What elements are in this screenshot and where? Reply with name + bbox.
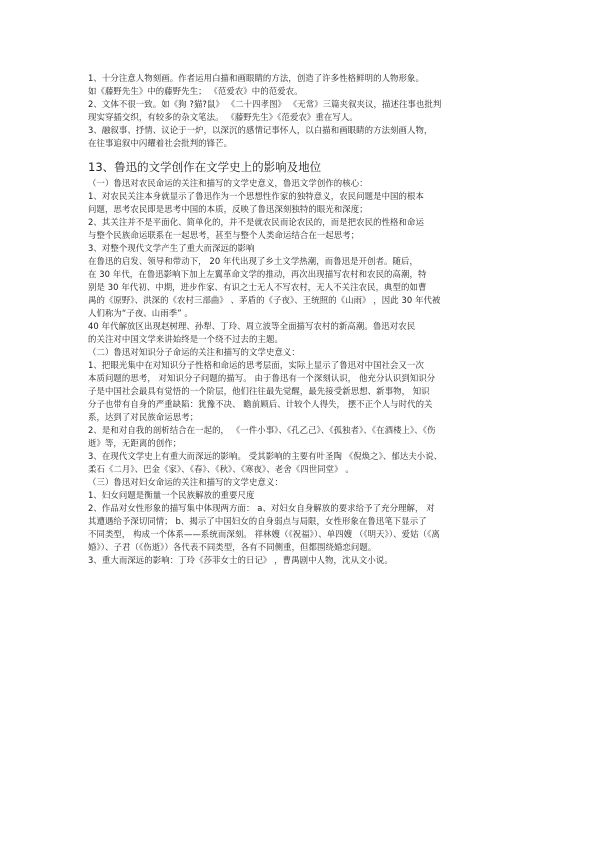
section-13 xyxy=(88,160,530,567)
text-line: 柔石《二月》、巴金《家》、《春》、《秋》、《寒夜》、老舍《四世同堂》 。 xyxy=(88,464,354,474)
text-line: 1、十分注意人物刻画。作者运用白描和画眼睛的方法，创造了许多性格鲜明的人物形象。 xyxy=(88,73,424,83)
text-line: 1、妇女问题是衡量一个民族解放的重要尺度 xyxy=(88,490,255,500)
text-line: 逝》等，无距离的创作； xyxy=(88,438,182,448)
text-line: 如《藤野先生》中的藤野先生； 《范爱农》中的范爱农。 xyxy=(88,86,303,96)
text-line: 在鲁迅的启发、领导和带动下， 20 年代出现了乡土文学热潮，而鲁迅是开创者。随后， xyxy=(88,256,418,266)
section-heading: 13、鲁迅的文学创作在文学史上的影响及地位 xyxy=(88,160,322,174)
text-line: 3、融叙事、抒情、议论于一炉，以深沉的感情记事怀人，以白描和画眼睛的方法刻画人物， xyxy=(88,125,433,135)
text-line: 在 30 年代，在鲁迅影响下加上左翼革命文学的推动，再次出现描写农村和农民的高潮，特 xyxy=(88,269,427,279)
text-line: 人们称为“子夜、山雨季” 。 xyxy=(88,308,193,318)
text-line: （三）鲁迅对妇女命运的关注和描写的文学史意义： xyxy=(88,477,283,487)
text-line: 的关注对中国文学来讲始终是一个绕不过去的主题。 xyxy=(88,334,283,344)
text-line: 2、文体不很一致。如《狗 ?猫?鼠》 《二十四孝图》 《无常》三篇夹叙夹议，描述往事也批判 xyxy=(88,99,442,109)
text-line: （一）鲁迅对农民命运的关注和描写的文学史意义，鲁迅文学创作的核心： xyxy=(88,178,368,188)
text-line: （二）鲁迅对知识分子命运的关注和描写的文学史意义： xyxy=(88,347,300,357)
text-line: 分子也带有自身的严重缺陷：犹豫不决、 瞻前顾后、计较个人得失， 摆不正个人与时代的关 xyxy=(88,399,433,409)
text-line: 现实穿插交织，有较多的杂文笔法。 《藤野先生》《范爱农》重在写人。 xyxy=(88,112,358,122)
text-line: 其遭遇给予深切同情； b、揭示了中国妇女的自身弱点与局限，女性形象在鲁迅笔下显示了 xyxy=(88,516,427,526)
text-line: 不同类型， 构成一个体系——系统而深刻。 祥林嫂（《祝福》）、单四嫂 （《明天》）、爱姑（《离 xyxy=(88,529,440,539)
text-line: 3、对整个现代文学产生了重大而深远的影响 xyxy=(88,243,255,253)
text-line: 与整个民族命运联系在一起思考，甚至与整个人类命运结合在一起思考； xyxy=(88,230,360,240)
text-line: 40 年代解放区出现赵树理、孙犁、丁玲、周立波等全面描写农村的新高潮。鲁迅对农民 xyxy=(88,321,416,331)
text-line: 婚》）、子君（《伤逝》）各代表不同类型，各有不同侧重，但都围绕婚恋问题。 xyxy=(88,542,377,552)
text-line: 别是 30 年代初、中期，进步作家、有识之士无人不写农村，无人不关注农民，典型的如曹 xyxy=(88,282,427,292)
text-line: 子是中国社会最具有觉悟的一个阶层，他们往往最先觉醒，最先接受新思想、新事物， 知识 xyxy=(88,386,430,396)
intro-block xyxy=(88,72,530,150)
text-line: 本质问题的思考， 对知识分子问题的描写。 由于鲁迅有一个深刻认识， 他充分认识到知识分 xyxy=(88,373,436,383)
section-gap xyxy=(88,150,530,160)
text-line: 系，达到了对民族命运思考； xyxy=(88,412,199,422)
text-line: 1、把眼光集中在对知识分子性格和命运的思考层面，实际上显示了鲁迅对中国社会又一次 xyxy=(88,360,424,370)
text-line: 3、重大而深远的影响：丁玲《莎菲女士的日记》 ，曹禺剧中人物，沈从文小说。 xyxy=(88,555,393,565)
text-line: 2、是和对自我的剖析结合在一起的， 《一件小事》、《孔乙己》、《孤独者》、《在酒楼上》、《伤 xyxy=(88,425,436,435)
text-line: 2、作品对女性形象的描写集中体现两方面： a、对妇女自身解放的要求给予了充分理解， 对 xyxy=(88,503,435,513)
text-line: 在往事追叙中闪耀着社会批判的锋芒。 xyxy=(88,138,233,148)
text-line: 2、其关注并不是平面化、简单化的，并不是就农民而论农民的，而是把农民的性格和命运 xyxy=(88,217,424,227)
text-line: 问题，思考农民即是思考中国的本质，反映了鲁迅深刻独特的眼光和深度； xyxy=(88,204,368,214)
text-line: 禺的《原野》、洪深的《农村三部曲》 、茅盾的《子夜》、王统照的《山雨》 ，因此 30 年代被 xyxy=(88,295,441,305)
text-line: 1、对农民关注本身就显示了鲁迅作为一个思想性作家的独特意义，农民问题是中国的根本 xyxy=(88,191,424,201)
text-line: 3、在现代文学史上有重大而深远的影响。 受其影响的主要有叶圣陶 《倪焕之》、郁达夫小说、 xyxy=(88,451,443,461)
